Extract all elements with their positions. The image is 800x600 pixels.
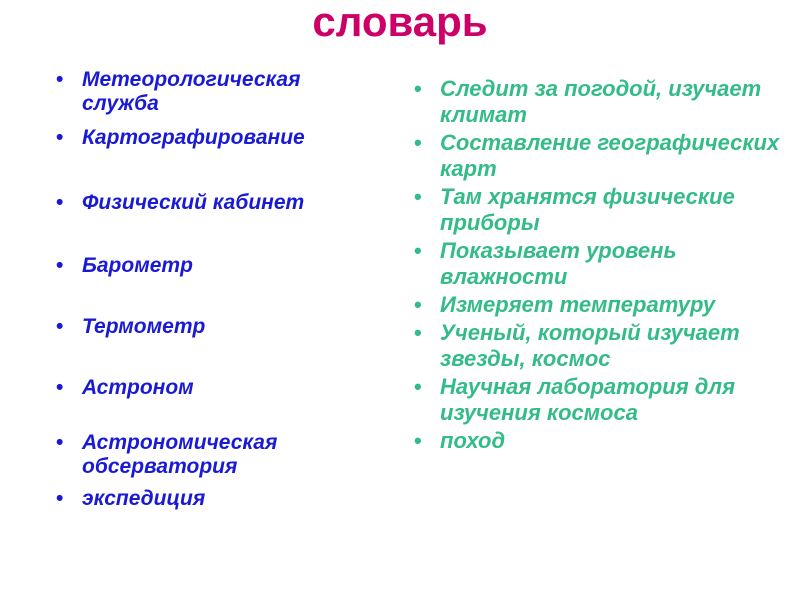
- definition-text: Там хранятся физические приборы: [440, 184, 735, 235]
- definition-text: поход: [440, 428, 506, 453]
- term-text: Астрономическая обсерватория: [82, 431, 278, 478]
- definition-item: [410, 130, 795, 182]
- term-item: [52, 126, 382, 191]
- definition-item: [410, 374, 795, 426]
- bullet-icon: •: [414, 76, 422, 101]
- definition-text: Научная лаборатория для изучения космоса: [440, 374, 736, 425]
- terms-list: [52, 68, 382, 511]
- definition-item: [410, 238, 795, 290]
- definition-text: Показывает уровень влажности: [440, 238, 677, 289]
- term-text: Картографирование: [82, 126, 305, 149]
- bullet-icon: •: [56, 487, 64, 510]
- bullet-icon: •: [414, 184, 422, 209]
- definition-item: [410, 428, 795, 454]
- term-text: Физический кабинет: [82, 191, 305, 214]
- term-item: [52, 254, 382, 315]
- term-item: [52, 315, 382, 376]
- definition-text: Составление географических карт: [440, 130, 780, 181]
- bullet-icon: •: [56, 376, 64, 399]
- definition-text: Измеряет температуру: [440, 292, 716, 317]
- term-item: [52, 191, 382, 254]
- term-item: [52, 376, 382, 431]
- bullet-icon: •: [414, 292, 422, 317]
- term-text: Барометр: [82, 254, 193, 277]
- definition-item: [410, 320, 795, 372]
- bullet-icon: •: [56, 68, 64, 91]
- term-text: Метеорологическая служба: [82, 68, 301, 115]
- bullet-icon: •: [414, 238, 422, 263]
- bullet-icon: •: [414, 130, 422, 155]
- slide-title: словарь: [312, 0, 488, 45]
- term-item: [52, 68, 382, 126]
- bullet-icon: •: [56, 126, 64, 149]
- bullet-icon: •: [56, 254, 64, 277]
- term-text: экспедиция: [82, 487, 206, 510]
- definition-text: Ученый, который изучает звезды, космос: [440, 320, 740, 371]
- bullet-icon: •: [56, 315, 64, 338]
- bullet-icon: •: [414, 320, 422, 345]
- term-text: Термометр: [82, 315, 206, 338]
- bullet-icon: •: [56, 191, 64, 214]
- definition-item: [410, 292, 795, 318]
- term-item: [52, 431, 382, 487]
- term-item: [52, 487, 382, 511]
- definition-item: [410, 76, 795, 128]
- definition-item: [410, 184, 795, 236]
- definitions-list: [410, 76, 795, 456]
- definition-text: Следит за погодой, изучает климат: [440, 76, 762, 127]
- bullet-icon: •: [414, 428, 422, 453]
- bullet-icon: •: [56, 431, 64, 454]
- term-text: Астроном: [82, 376, 194, 399]
- bullet-icon: •: [414, 374, 422, 399]
